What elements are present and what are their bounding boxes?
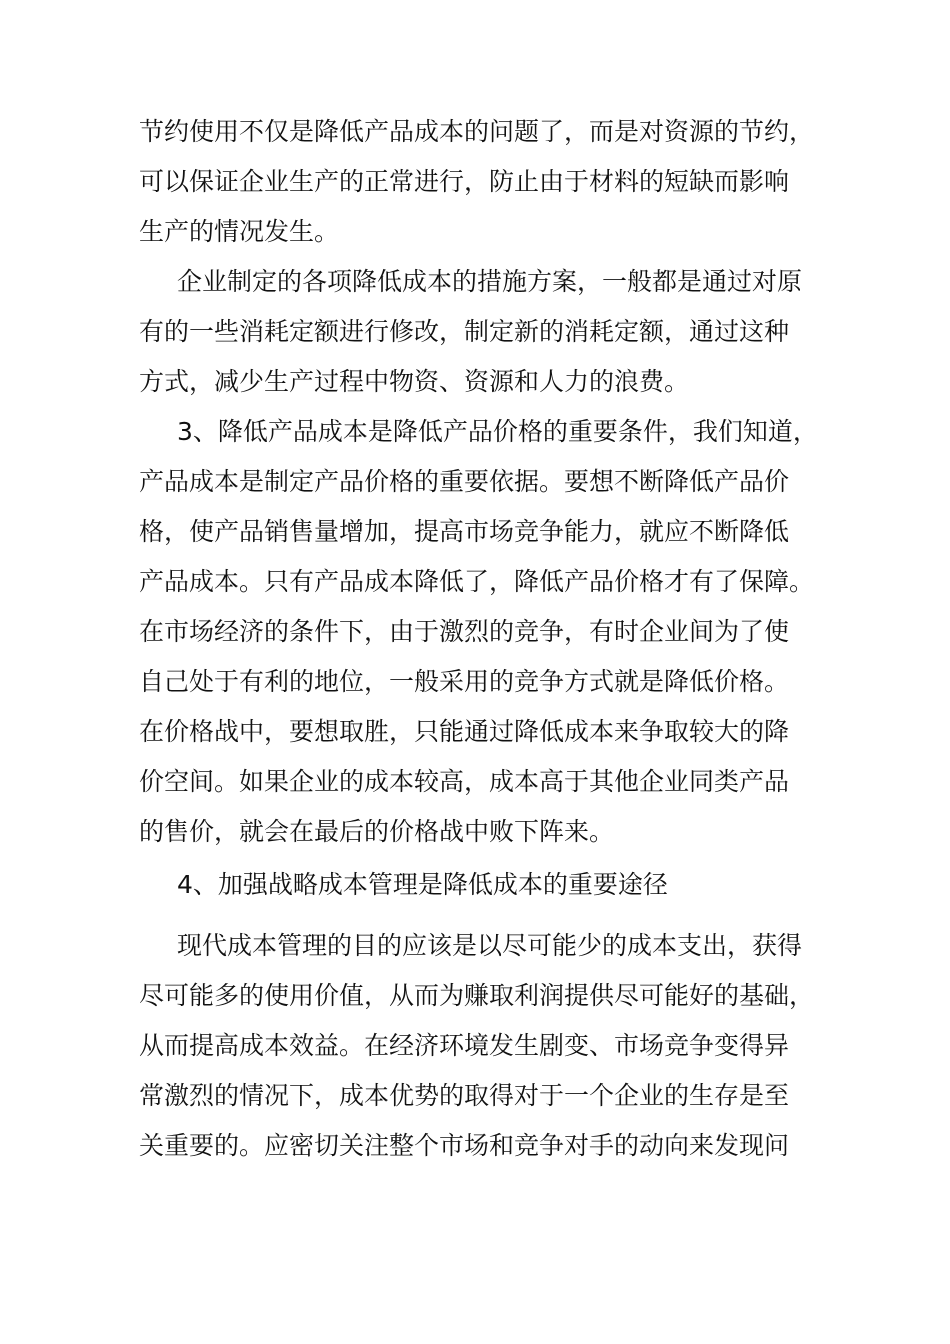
paragraph-5-line-1: 现代成本管理的目的应该是以尽可能少的成本支出，获得 [177,931,803,960]
paragraph-3-line-1: 3、降低产品成本是降低产品价格的重要条件，我们知道， [177,417,818,446]
paragraph-2-line-1: 企业制定的各项降低成本的措施方案，一般都是通过对原 [177,267,803,296]
paragraph-5-line-2: 尽可能多的使用价值，从而为赚取利润提供尽可能好的基础， [139,981,815,1010]
paragraph-3-line-4: 产品成本。只有产品成本降低了，降低产品价格才有了保障。 [139,567,815,596]
paragraph-5-line-5: 关重要的。应密切关注整个市场和竞争对手的动向来发现问 [139,1131,790,1160]
paragraph-5-line-4: 常激烈的情况下，成本优势的取得对于一个企业的生存是至 [139,1081,790,1110]
paragraph-5-line-3: 从而提高成本效益。在经济环境发生剧变、市场竞争变得异 [139,1031,790,1060]
paragraph-3-line-7: 在价格战中，要想取胜，只能通过降低成本来争取较大的降 [139,717,790,746]
paragraph-3-line-3: 格，使产品销售量增加，提高市场竞争能力，就应不断降低 [139,517,790,546]
paragraph-1-line-1: 节约使用不仅是降低产品成本的问题了，而是对资源的节约， [139,117,815,146]
paragraph-2-line-3: 方式，减少生产过程中物资、资源和人力的浪费。 [139,367,690,396]
paragraph-3-line-2: 产品成本是制定产品价格的重要依据。要想不断降低产品价 [139,467,790,496]
paragraph-3-line-5: 在市场经济的条件下，由于激烈的竞争，有时企业间为了使 [139,617,790,646]
paragraph-1-line-2: 可以保证企业生产的正常进行，防止由于材料的短缺而影响 [139,167,790,196]
paragraph-2-line-2: 有的一些消耗定额进行修改，制定新的消耗定额，通过这种 [139,317,790,346]
paragraph-3-line-8: 价空间。如果企业的成本较高，成本高于其他企业同类产品 [139,767,790,796]
paragraph-1-line-3: 生产的情况发生。 [139,217,340,246]
paragraph-3-line-9: 的售价，就会在最后的价格战中败下阵来。 [139,817,615,846]
paragraph-3-line-6: 自己处于有利的地位，一般采用的竞争方式就是降低价格。 [139,667,790,696]
section-heading-4: 4、加强战略成本管理是降低成本的重要途径 [177,870,668,899]
